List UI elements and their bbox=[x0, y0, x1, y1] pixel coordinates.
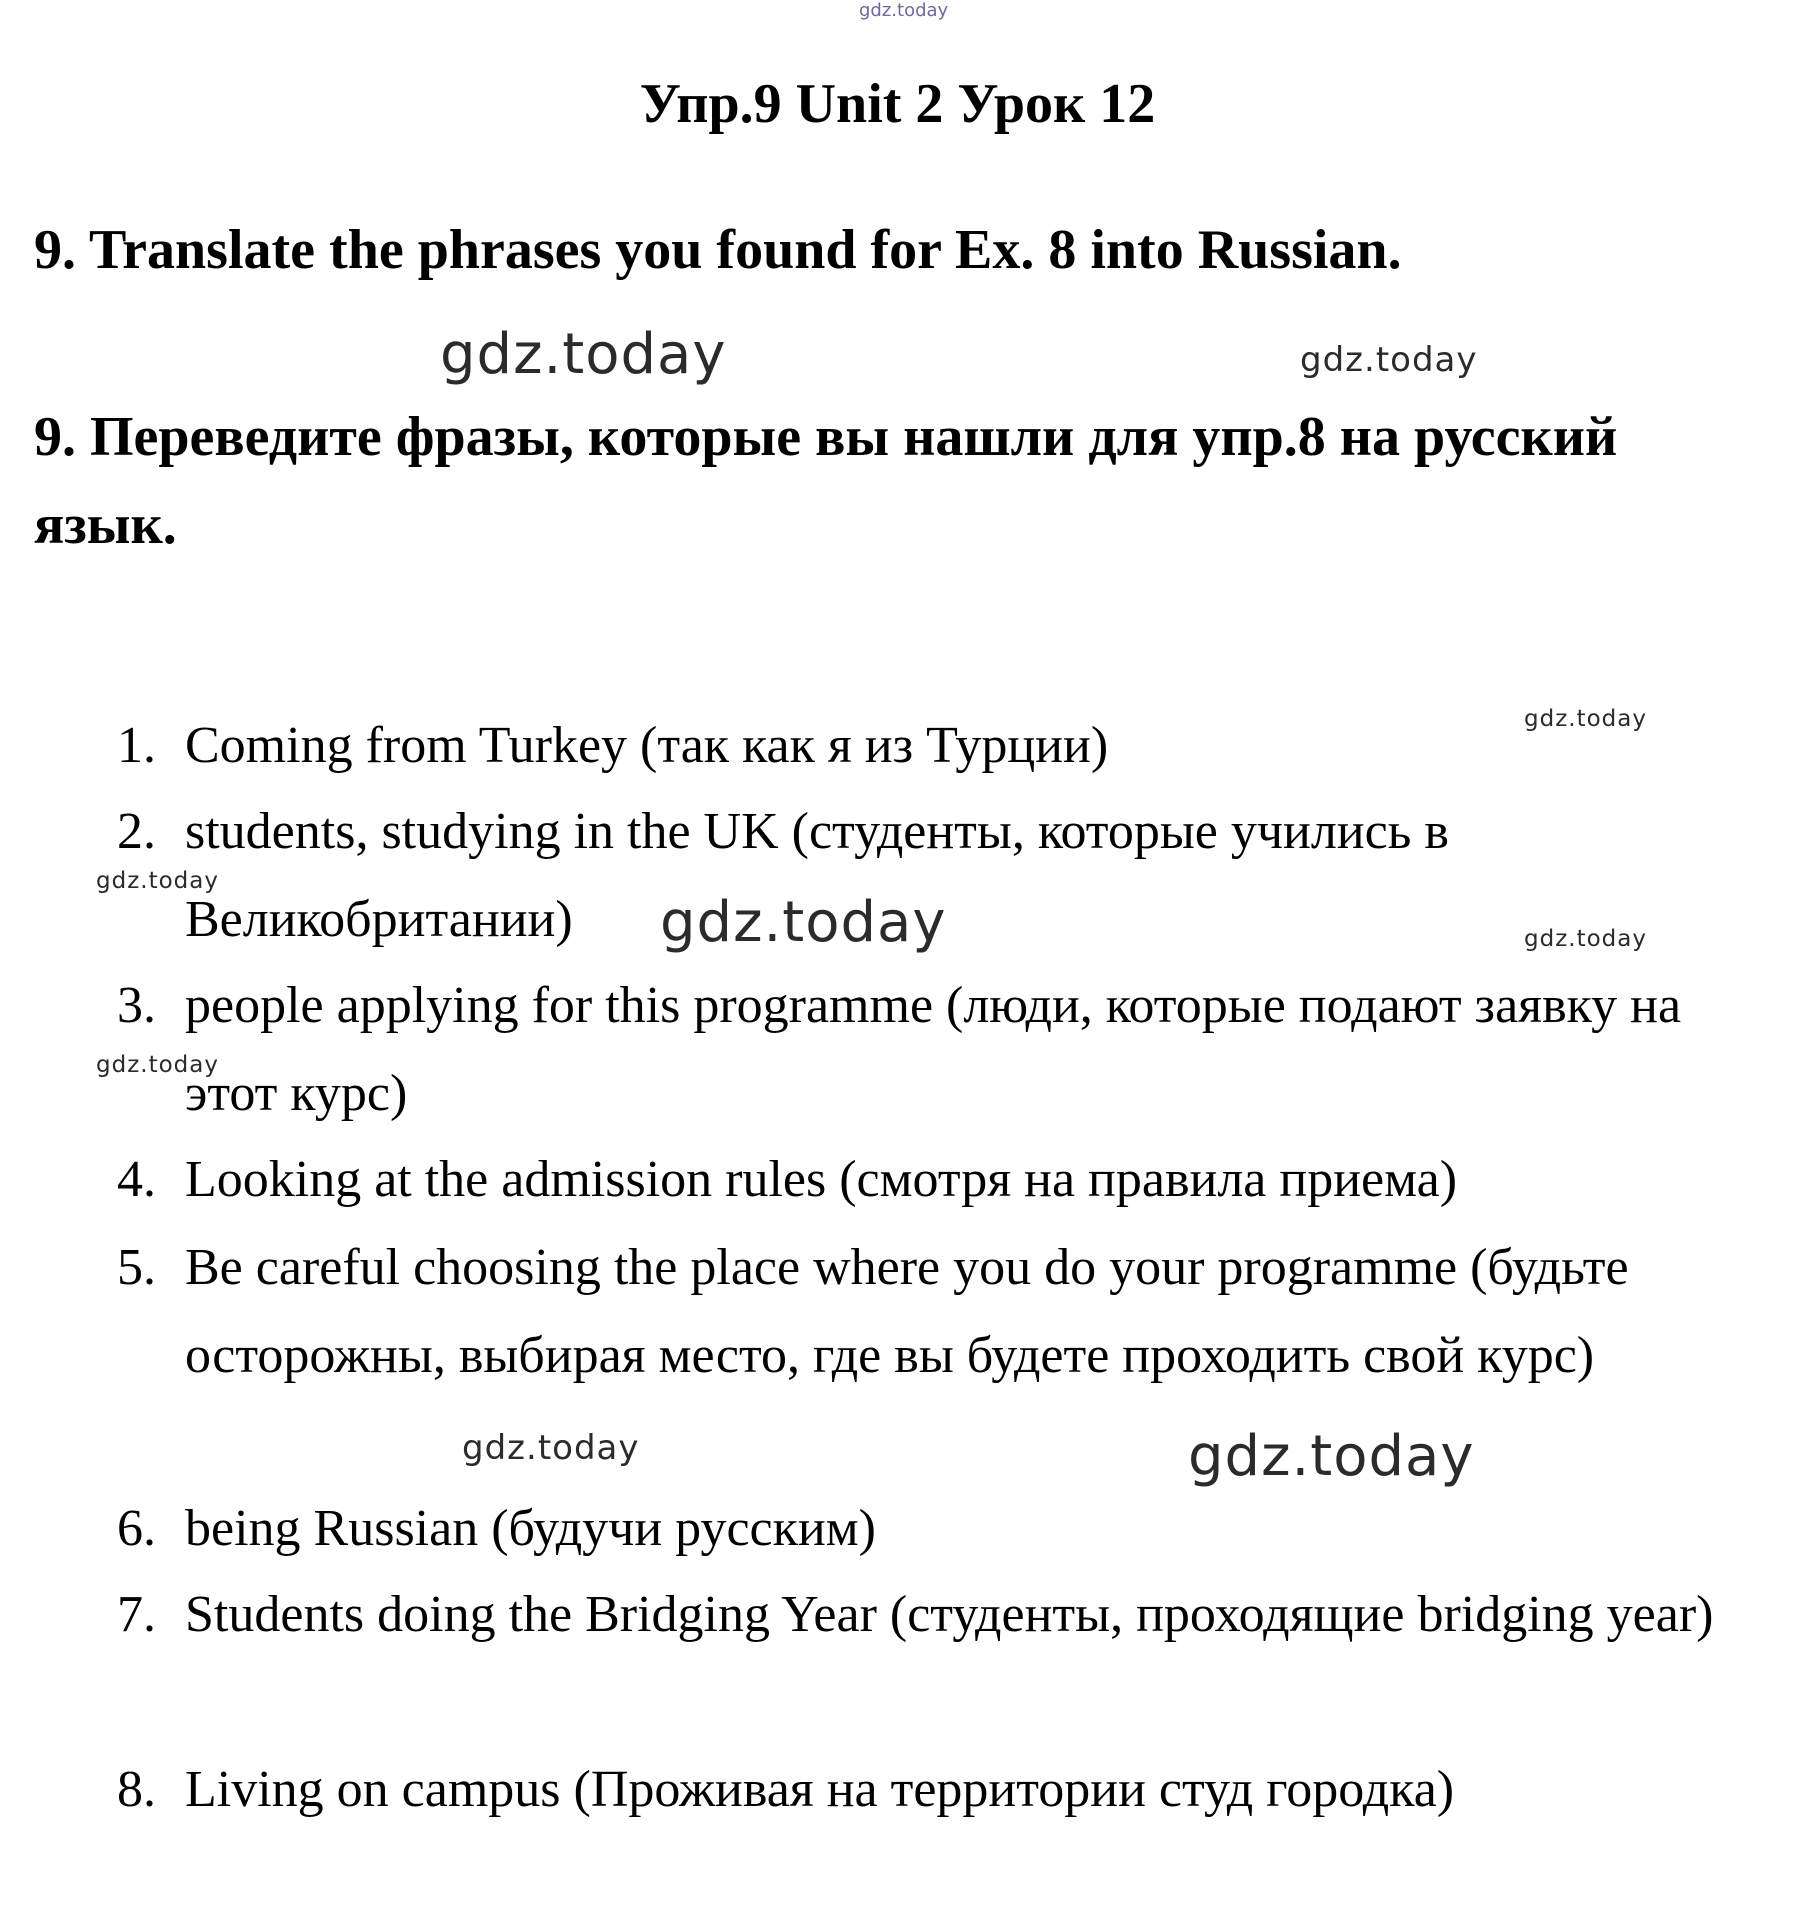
watermark: gdz.today bbox=[1300, 340, 1478, 380]
watermark: gdz.today bbox=[462, 1428, 640, 1468]
item-number: 2. bbox=[117, 803, 156, 860]
item-text: students, studying in the UK (студенты, которые учились в Великобритании) bbox=[185, 803, 1449, 948]
item-text: Living on campus (Проживая на территории студ городка) bbox=[185, 1761, 1455, 1818]
watermark: gdz.today bbox=[1524, 706, 1647, 732]
item-number: 5. bbox=[117, 1239, 156, 1296]
item-number: 4. bbox=[117, 1151, 156, 1208]
watermark: gdz.today bbox=[1188, 1424, 1475, 1489]
item-text: people applying for this programme (люди, которые подают заявку на этот курс) bbox=[185, 977, 1682, 1122]
watermark-top: gdz.today bbox=[859, 0, 949, 21]
exercise-heading-english: 9. Translate the phrases you found for Ex. 8 into Russian. bbox=[34, 219, 1402, 281]
exercise-heading-russian: 9. Переведите фразы, которые вы нашли для упр.8 на русский язык. bbox=[34, 406, 1618, 556]
item-text: Coming from Turkey (так как я из Турции) bbox=[185, 717, 1109, 774]
watermark: gdz.today bbox=[660, 890, 947, 955]
watermark: gdz.today bbox=[1524, 926, 1647, 952]
item-number: 1. bbox=[117, 717, 156, 774]
item-text: Students doing the Bridging Year (студенты, проходящие bridging year) bbox=[185, 1586, 1714, 1643]
watermark: gdz.today bbox=[96, 868, 219, 894]
item-number: 6. bbox=[117, 1500, 156, 1557]
item-number: 7. bbox=[117, 1586, 156, 1643]
item-text: Looking at the admission rules (смотря на правила приема) bbox=[185, 1151, 1458, 1208]
item-text: being Russian (будучи русским) bbox=[185, 1500, 876, 1557]
item-number: 3. bbox=[117, 977, 156, 1034]
page-title: Упр.9 Unit 2 Урок 12 bbox=[639, 73, 1156, 135]
item-text: Be careful choosing the place where you do your programme (будьте осторожны, выбирая место, где вы будете проходить свой курс) bbox=[185, 1239, 1629, 1384]
watermark: gdz.today bbox=[96, 1052, 219, 1078]
item-number: 8. bbox=[117, 1761, 156, 1818]
watermark: gdz.today bbox=[440, 322, 727, 387]
